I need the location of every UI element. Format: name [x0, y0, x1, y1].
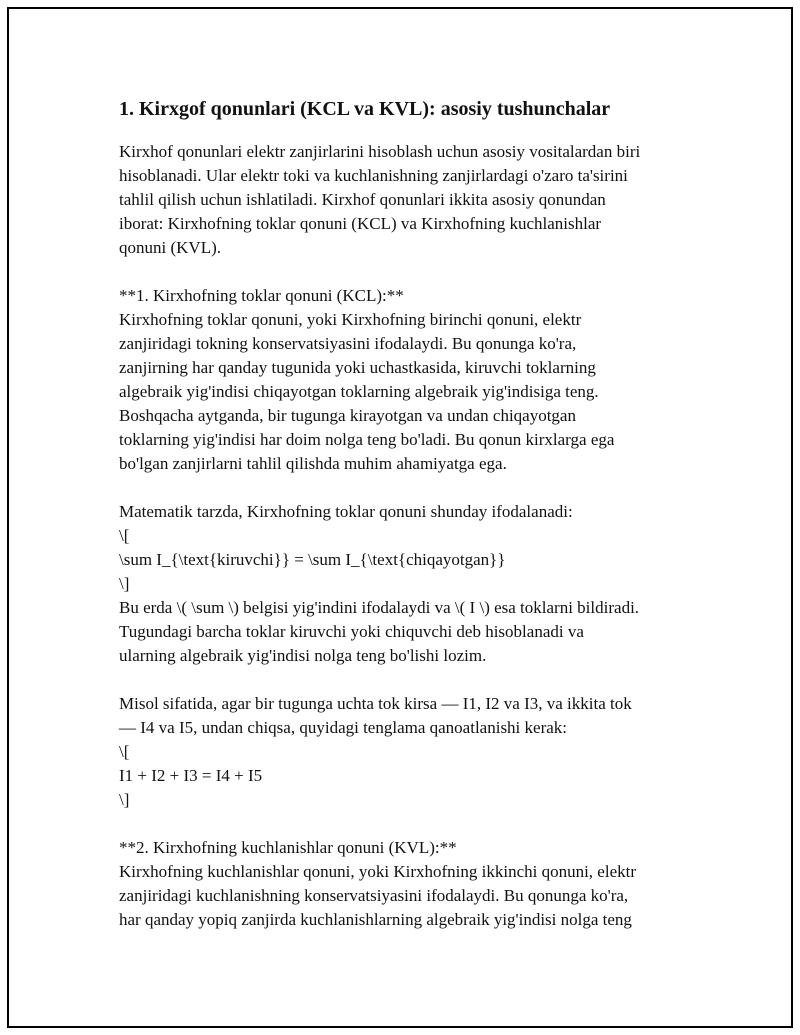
text-line: Bu erda \( \sum \) belgisi yig'indini ifodalaydi va \( I \) esa toklarni bildiradi. [119, 598, 640, 617]
text-line: zanjiridagi kuchlanishning konservatsiyasini ifodalaydi. Bu qonunga ko'ra, [119, 886, 629, 905]
text-line: Boshqacha aytganda, bir tugunga kirayotgan va undan chiqayotgan [119, 406, 576, 425]
text-line: Tugundagi barcha toklar kiruvchi yoki chiquvchi deb hisoblanadi va [119, 622, 584, 641]
text-line: \[ [119, 526, 130, 545]
document-page [7, 7, 793, 1028]
paragraph [119, 140, 699, 260]
text-line: algebraik yig'indisi chiqayotgan toklarning algebraik yig'indisiga teng. [119, 382, 599, 401]
text-line: \sum I_{\text{kiruvchi}} = \sum I_{\text{chiqayotgan}} [119, 550, 506, 569]
text-line: Kirxhof qonunlari elektr zanjirlarini hisoblash uchun asosiy vositalardan biri [119, 142, 641, 161]
text-line: \] [119, 790, 130, 809]
text-line: zanjiridagi tokning konservatsiyasini ifodalaydi. Bu qonunga ko'ra, [119, 334, 577, 353]
text-line: tahlil qilish uchun ishlatiladi. Kirxhof qonunlari ikkita asosiy qonundan [119, 190, 606, 209]
text-line: hisoblanadi. Ular elektr toki va kuchlanishning zanjirlardagi o'zaro ta'sirini [119, 166, 628, 185]
paragraph-gap [119, 812, 699, 836]
text-line: **1. Kirxhofning toklar qonuni (KCL):** [119, 286, 404, 305]
text-line: toklarning yig'indisi har doim nolga teng bo'ladi. Bu qonun kirxlarga ega [119, 430, 615, 449]
paragraph-gap [119, 260, 699, 284]
text-line: zanjirning har qanday tugunida yoki uchastkasida, kiruvchi toklarning [119, 358, 596, 377]
document-content [119, 95, 699, 932]
text-line: **2. Kirxhofning kuchlanishlar qonuni (KVL):** [119, 838, 457, 857]
section-heading: 1. Kirxgof qonunlari (KCL va KVL): asosiy tushunchalar [119, 98, 611, 120]
text-line: ularning algebraik yig'indisi nolga teng bo'lishi lozim. [119, 646, 487, 665]
text-line: Misol sifatida, agar bir tugunga uchta tok kirsa — I1, I2 va I3, va ikkita tok [119, 694, 632, 713]
text-line: Kirxhofning kuchlanishlar qonuni, yoki Kirxhofning ikkinchi qonuni, elektr [119, 862, 637, 881]
text-line: \] [119, 574, 130, 593]
paragraph [119, 692, 699, 812]
text-line: I1 + I2 + I3 = I4 + I5 [119, 766, 263, 785]
paragraph [119, 284, 699, 476]
text-line: qonuni (KVL). [119, 238, 221, 257]
text-line: har qanday yopiq zanjirda kuchlanishlarning algebraik yig'indisi nolga teng [119, 910, 632, 929]
text-line: Matematik tarzda, Kirxhofning toklar qonuni shunday ifodalanadi: [119, 502, 573, 521]
paragraph-gap [119, 668, 699, 692]
paragraph [119, 500, 699, 668]
text-line: Kirxhofning toklar qonuni, yoki Kirxhofning birinchi qonuni, elektr [119, 310, 582, 329]
text-line: \[ [119, 742, 130, 761]
text-line: iborat: Kirxhofning toklar qonuni (KCL) va Kirxhofning kuchlanishlar [119, 214, 602, 233]
text-line: bo'lgan zanjirlarni tahlil qilishda muhim ahamiyatga ega. [119, 454, 507, 473]
paragraph [119, 836, 699, 932]
text-line: — I4 va I5, undan chiqsa, quyidagi tenglama qanoatlanishi kerak: [119, 718, 568, 737]
paragraph-container [119, 140, 699, 932]
paragraph-gap [119, 476, 699, 500]
